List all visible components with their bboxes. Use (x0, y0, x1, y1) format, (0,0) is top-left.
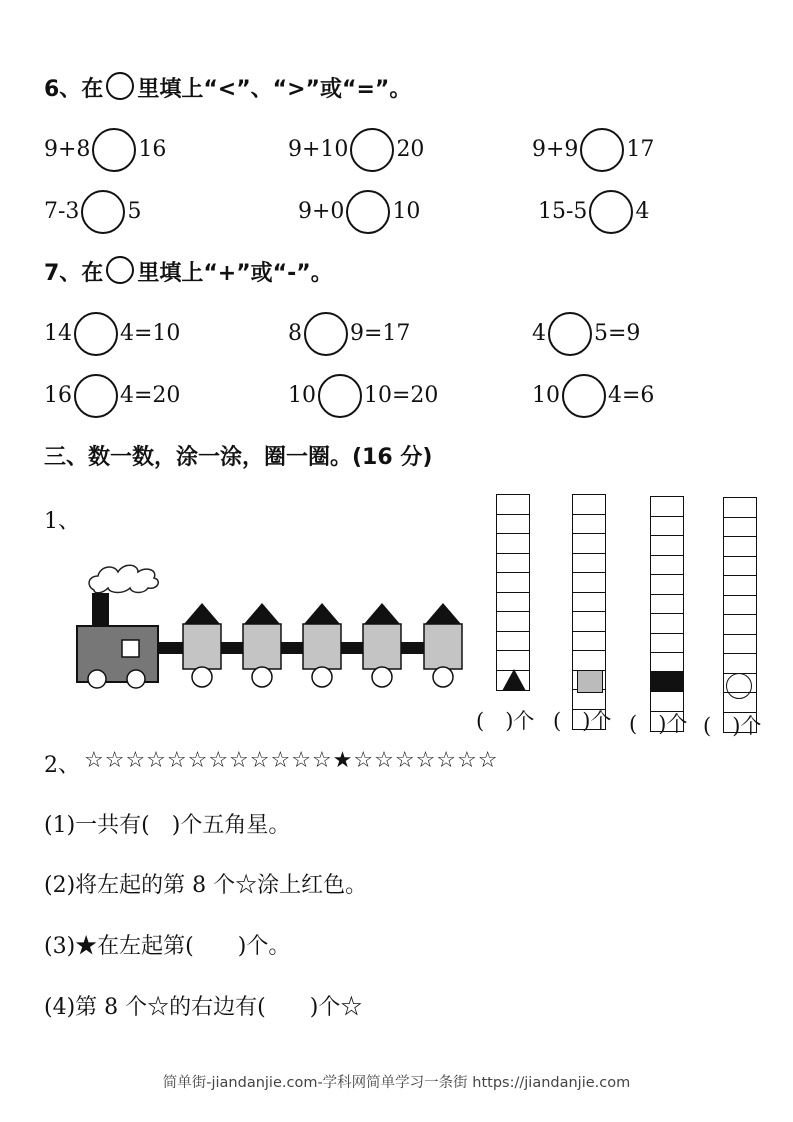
count-column-square[interactable] (572, 494, 606, 730)
answer-blank-rectangle[interactable]: ( )个 (629, 712, 688, 736)
triangle-icon (501, 668, 527, 692)
train-car (183, 603, 221, 687)
expr-left: 9+8 (44, 137, 91, 162)
expr-left: 9+9 (532, 137, 579, 162)
circle-icon (106, 256, 134, 284)
black-rectangle-icon (650, 671, 683, 691)
expr-left: 14 (44, 321, 72, 346)
answer-circle[interactable] (81, 190, 125, 234)
expr-right: 10 (392, 199, 421, 224)
expr-right: 17 (626, 137, 655, 162)
s3q2-label: 2、 (44, 753, 80, 778)
q6-title-prefix: 6、在 (44, 77, 104, 102)
expr-right: 10=20 (364, 383, 439, 408)
answer-circle[interactable] (548, 312, 592, 356)
expr-right: 9=17 (350, 321, 411, 346)
engine-window (122, 640, 139, 657)
q6-item (288, 128, 424, 172)
expr-left: 8 (288, 321, 302, 346)
answer-blank-triangle[interactable]: ( )个 (476, 709, 535, 733)
expr-right: 4 (635, 199, 650, 224)
smoke-icon (89, 565, 158, 593)
s3q2-sub1: (1)一共有( )个五角星。 (44, 813, 291, 838)
expr-left: 10 (288, 383, 316, 408)
answer-circle[interactable] (304, 312, 348, 356)
train-car (363, 603, 401, 687)
s3q2-sub3: (3)★在左起第( )个。 (44, 934, 291, 959)
q6-item (298, 190, 420, 234)
answer-circle[interactable] (92, 128, 136, 172)
expr-left: 9+0 (298, 199, 345, 224)
count-column-triangle[interactable] (496, 494, 530, 691)
answer-circle[interactable] (74, 374, 118, 418)
answer-circle[interactable] (318, 374, 362, 418)
answer-circle[interactable] (74, 312, 118, 356)
q6-item (44, 128, 166, 172)
q7-item (532, 374, 654, 418)
expr-left: 4 (532, 321, 546, 346)
expr-left: 7-3 (44, 199, 80, 224)
wheel (127, 670, 145, 688)
q7-item (532, 312, 640, 356)
q7-item (44, 374, 180, 418)
q6-item (532, 128, 654, 172)
answer-circle[interactable] (562, 374, 606, 418)
expr-right: 5=9 (594, 321, 641, 346)
answer-circle[interactable] (580, 128, 624, 172)
expr-left: 9+10 (288, 137, 349, 162)
answer-circle[interactable] (350, 128, 394, 172)
gray-square-icon (577, 670, 603, 693)
wheel (88, 670, 106, 688)
expr-right: 5 (127, 199, 142, 224)
q6-item (44, 190, 141, 234)
expr-left: 15-5 (538, 199, 588, 224)
q6-title (44, 72, 411, 103)
q7-title (44, 256, 333, 287)
expr-left: 10 (532, 383, 560, 408)
q6-item (538, 190, 649, 234)
expr-right: 4=6 (608, 383, 655, 408)
train-car (243, 603, 281, 687)
answer-circle[interactable] (346, 190, 390, 234)
white-circle-icon (726, 673, 752, 699)
expr-right: 4=20 (120, 383, 181, 408)
star-row[interactable]: ☆☆☆☆☆☆☆☆☆☆☆☆★☆☆☆☆☆☆☆ (84, 748, 499, 773)
expr-right: 16 (138, 137, 167, 162)
q7-item (44, 312, 180, 356)
q7-title-suffix: 里填上“+”或“-”。 (137, 261, 333, 286)
expr-right: 4=10 (120, 321, 181, 346)
answer-circle[interactable] (589, 190, 633, 234)
q7-title-prefix: 7、在 (44, 261, 104, 286)
expr-left: 16 (44, 383, 72, 408)
answer-blank-square[interactable]: ( )个 (553, 709, 612, 733)
q7-item (288, 312, 410, 356)
expr-right: 20 (396, 137, 425, 162)
q7-item (288, 374, 438, 418)
answer-blank-circle[interactable]: ( )个 (703, 714, 762, 738)
s3q2-sub4: (4)第 8 个☆的右边有( )个☆ (44, 995, 363, 1020)
train-illustration (72, 540, 472, 695)
footer-text: 简单街-jiandanjie.com-学科网简单学习一条街 https://jiandanjie.com (162, 1075, 631, 1091)
s3q2-sub2: (2)将左起的第 8 个☆涂上红色。 (44, 873, 368, 898)
circle-icon (106, 72, 134, 100)
train-car (424, 603, 462, 687)
train-car (303, 603, 341, 687)
chimney (92, 593, 109, 627)
s3q1-label: 1、 (44, 509, 80, 534)
section3-title: 三、数一数，涂一涂，圈一圈。(16 分) (44, 445, 433, 470)
q6-title-suffix: 里填上“<”、“>”或“=”。 (137, 77, 412, 102)
count-column-rectangle[interactable] (650, 496, 684, 732)
